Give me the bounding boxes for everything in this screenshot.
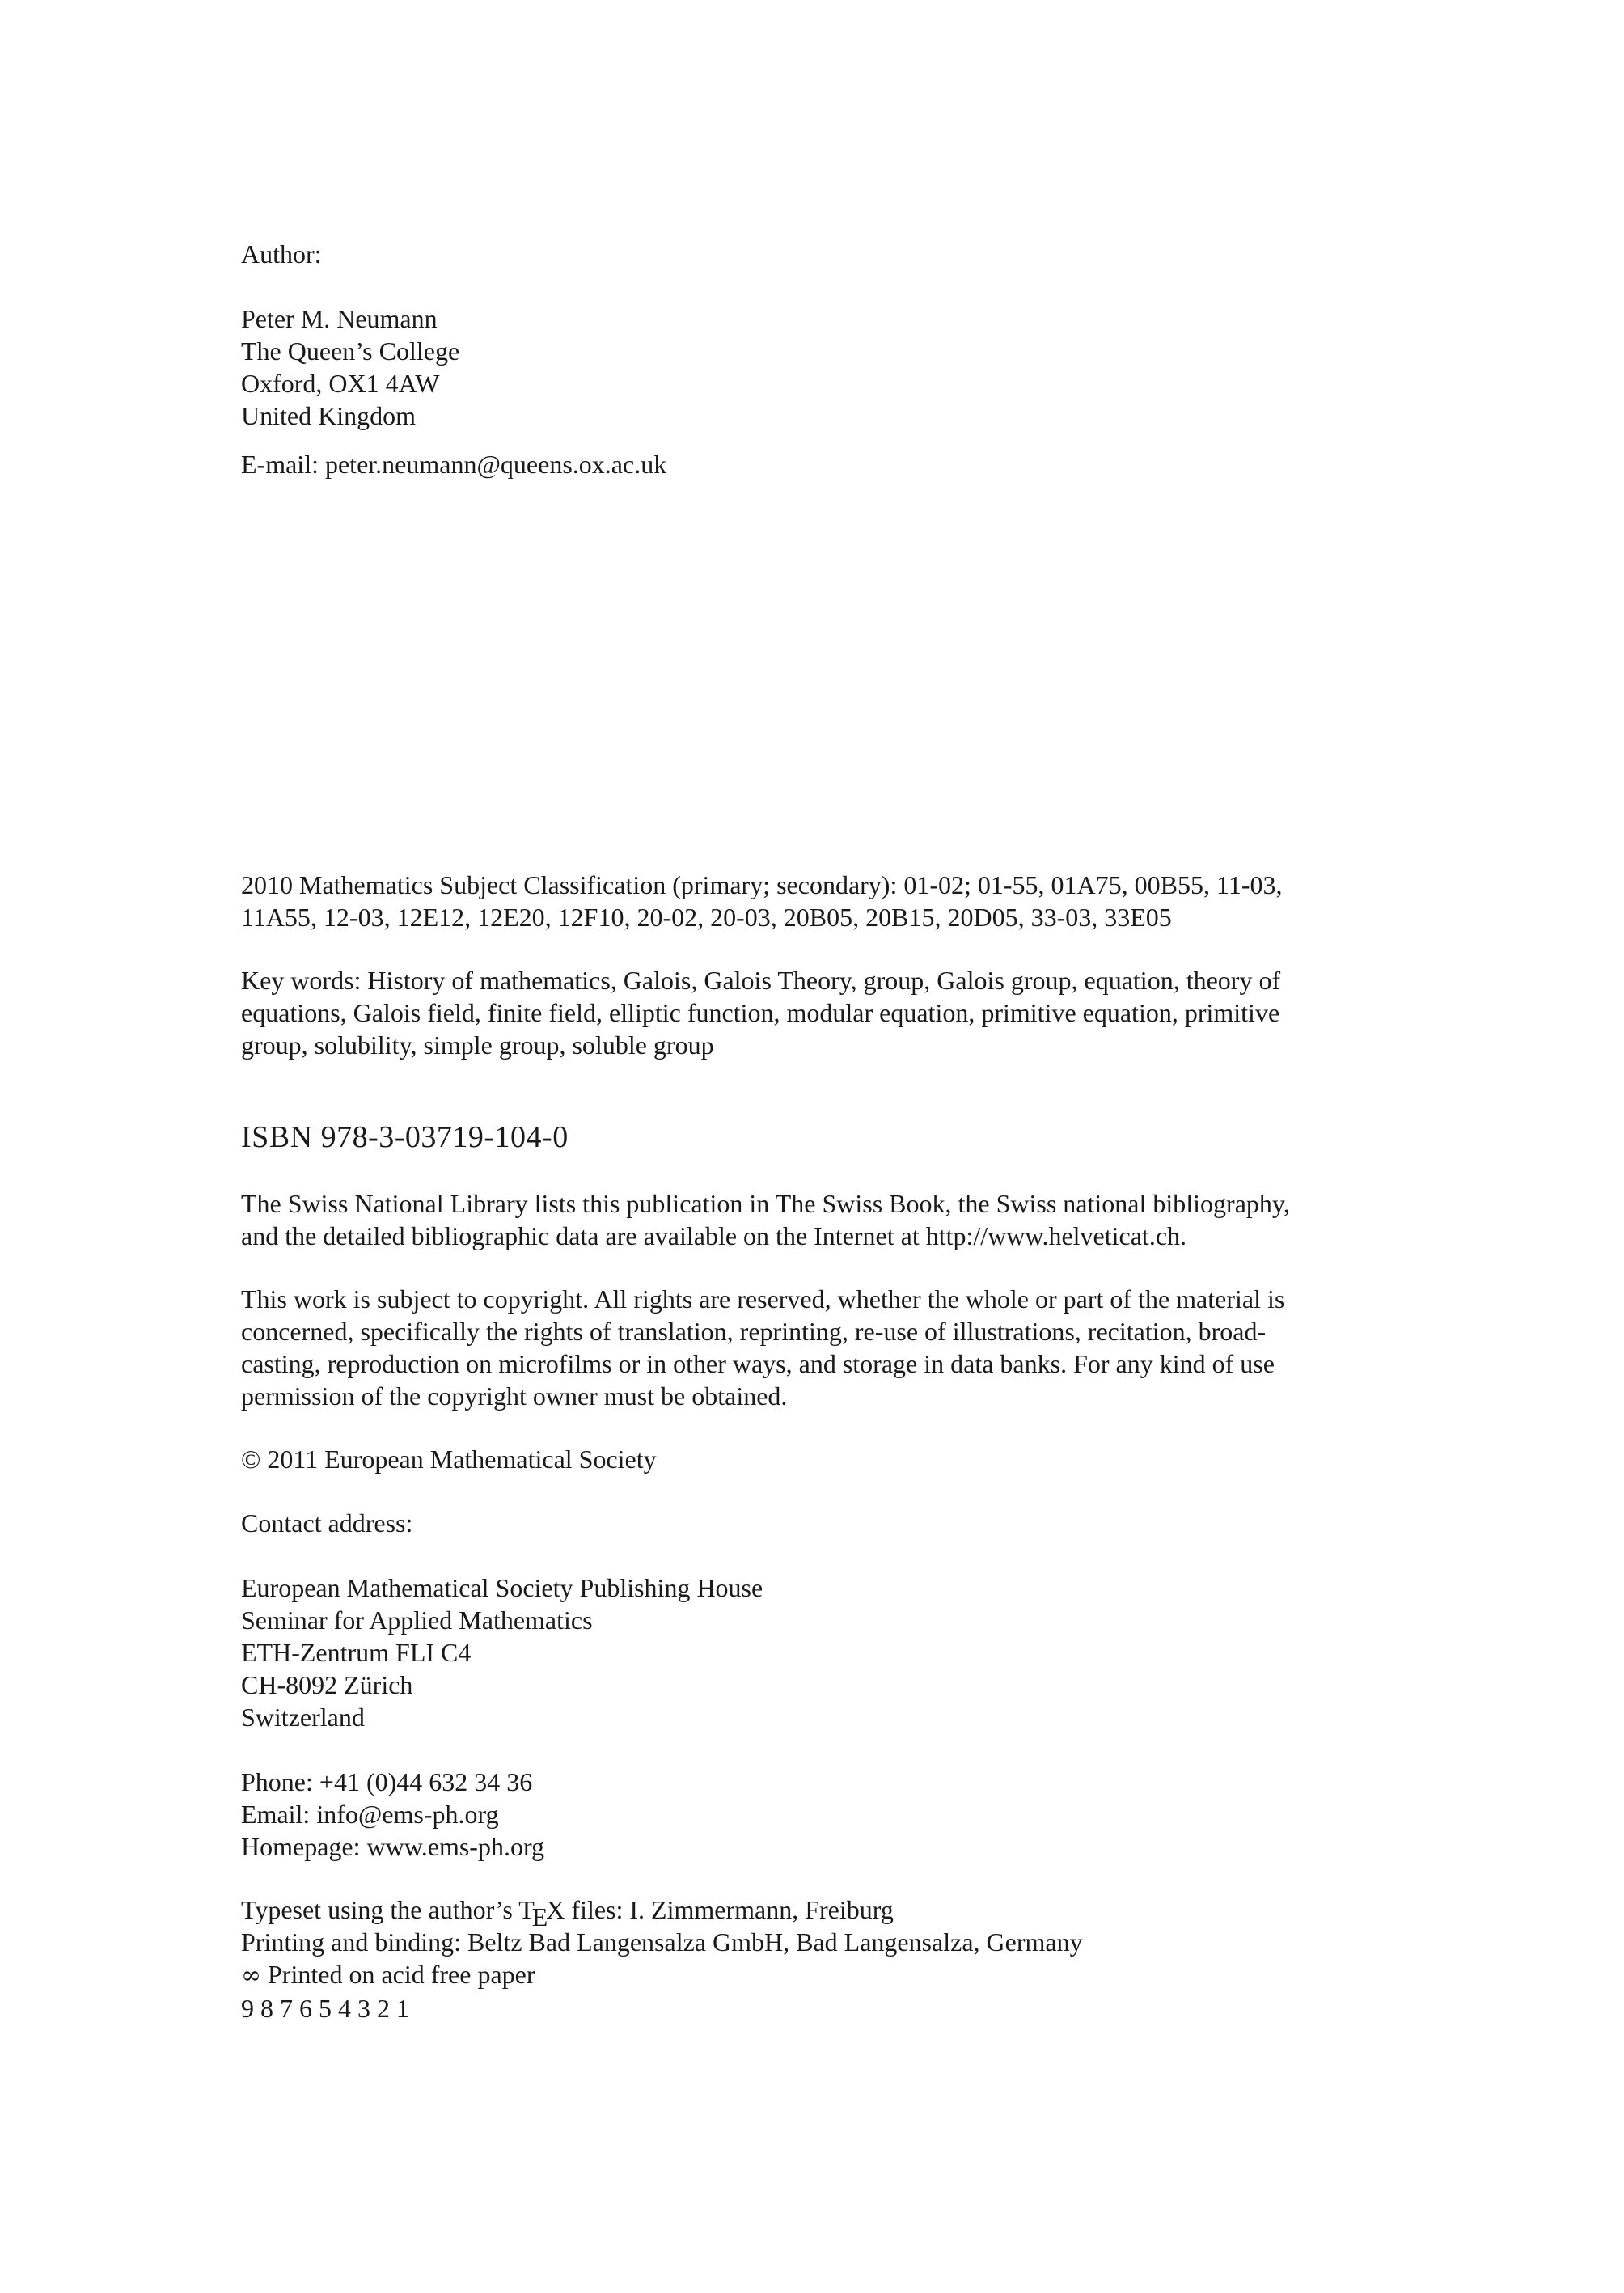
typeset-line: [241, 1893, 1430, 1931]
copyright-note-line: concerned, specifically the rights of translation, reprinting, re-use of illustrations, recitation, broad-: [241, 1317, 1267, 1346]
contact-address-line: CH-8092 Zürich: [241, 1670, 413, 1699]
tex-e-glyph: E: [531, 1902, 548, 1931]
copyright-note-line: casting, reproduction on microfilms or in other ways, and storage in data banks. For any kind of use: [241, 1349, 1275, 1378]
printing-line: Printing and binding: Beltz Bad Langensalza GmbH, Bad Langensalza, Germany: [241, 1927, 1083, 1957]
library-note-line: The Swiss National Library lists this publication in The Swiss Book, the Swiss national bibliography,: [241, 1189, 1290, 1218]
author-block: [241, 238, 1430, 480]
typeset-suffix: X files: I. Zimmermann, Freiburg: [546, 1895, 894, 1924]
contact-address-line: European Mathematical Society Publishing House: [241, 1573, 763, 1602]
contact-address-line: Switzerland: [241, 1703, 365, 1732]
contact-address-line: ETH-Zentrum FLI C4: [241, 1638, 472, 1667]
author-college: The Queen’s College: [241, 336, 460, 366]
infinity-icon: ∞: [241, 1961, 261, 1990]
keywords: [241, 964, 1430, 1061]
contact-address-line: Seminar for Applied Mathematics: [241, 1606, 593, 1635]
contact-phone: Phone: +41 (0)44 632 34 36: [241, 1767, 533, 1796]
keywords-line: group, solubility, simple group, soluble group: [241, 1030, 714, 1060]
author-heading: Author:: [241, 239, 322, 269]
spacer: [241, 270, 1430, 302]
production-block: [241, 1893, 1430, 2024]
contact-homepage: Homepage: www.ems-ph.org: [241, 1832, 545, 1861]
copyright-note-line: permission of the copyright owner must be obtained.: [241, 1381, 788, 1411]
keywords-line: Key words: History of mathematics, Galois, Galois Theory, group, Galois group, equation, theory of: [241, 966, 1281, 995]
paper-text: Printed on acid free paper: [261, 1960, 535, 1989]
classification-line: 11A55, 12-03, 12E12, 12E20, 12F10, 20-02, 20-03, 20B05, 20B15, 20D05, 33-03, 33E05: [241, 903, 1172, 932]
isbn: [241, 1119, 1430, 1155]
author-email: E-mail: peter.neumann@queens.ox.ac.uk: [241, 450, 667, 479]
copyright-text: © 2011 European Mathematical Society: [241, 1445, 657, 1474]
copyright-note: [241, 1283, 1430, 1412]
typeset-prefix: Typeset using the author’s T: [241, 1895, 535, 1924]
isbn-text: ISBN 978-3-03719-104-0: [241, 1120, 569, 1154]
author-name: Peter M. Neumann: [241, 304, 438, 333]
print-run: 9 8 7 6 5 4 3 2 1: [241, 1994, 409, 2023]
library-note-line: and the detailed bibliographic data are available on the Internet at http://www.helveticat.ch.: [241, 1221, 1187, 1250]
contact-block: [241, 1507, 1430, 1863]
paper-line: [241, 1958, 1430, 1992]
classification-line: 2010 Mathematics Subject Classification (primary; secondary): 01-02; 01-55, 01A75, 00B55, 11-03,: [241, 870, 1283, 899]
spacer: [241, 432, 1430, 448]
library-note: [241, 1187, 1430, 1252]
copyright-line: [241, 1443, 1430, 1475]
contact-heading: Contact address:: [241, 1508, 413, 1538]
contact-email: Email: info@ems-ph.org: [241, 1800, 499, 1829]
subject-classification: [241, 869, 1430, 933]
author-country: United Kingdom: [241, 401, 416, 430]
keywords-line: equations, Galois field, finite field, elliptic function, modular equation, primitive equation, primitive: [241, 998, 1280, 1027]
copyright-note-line: This work is subject to copyright. All rights are reserved, whether the whole or part of the material is: [241, 1284, 1285, 1314]
author-city: Oxford, OX1 4AW: [241, 369, 440, 398]
spacer: [241, 1539, 1430, 1572]
spacer: [241, 1733, 1430, 1766]
